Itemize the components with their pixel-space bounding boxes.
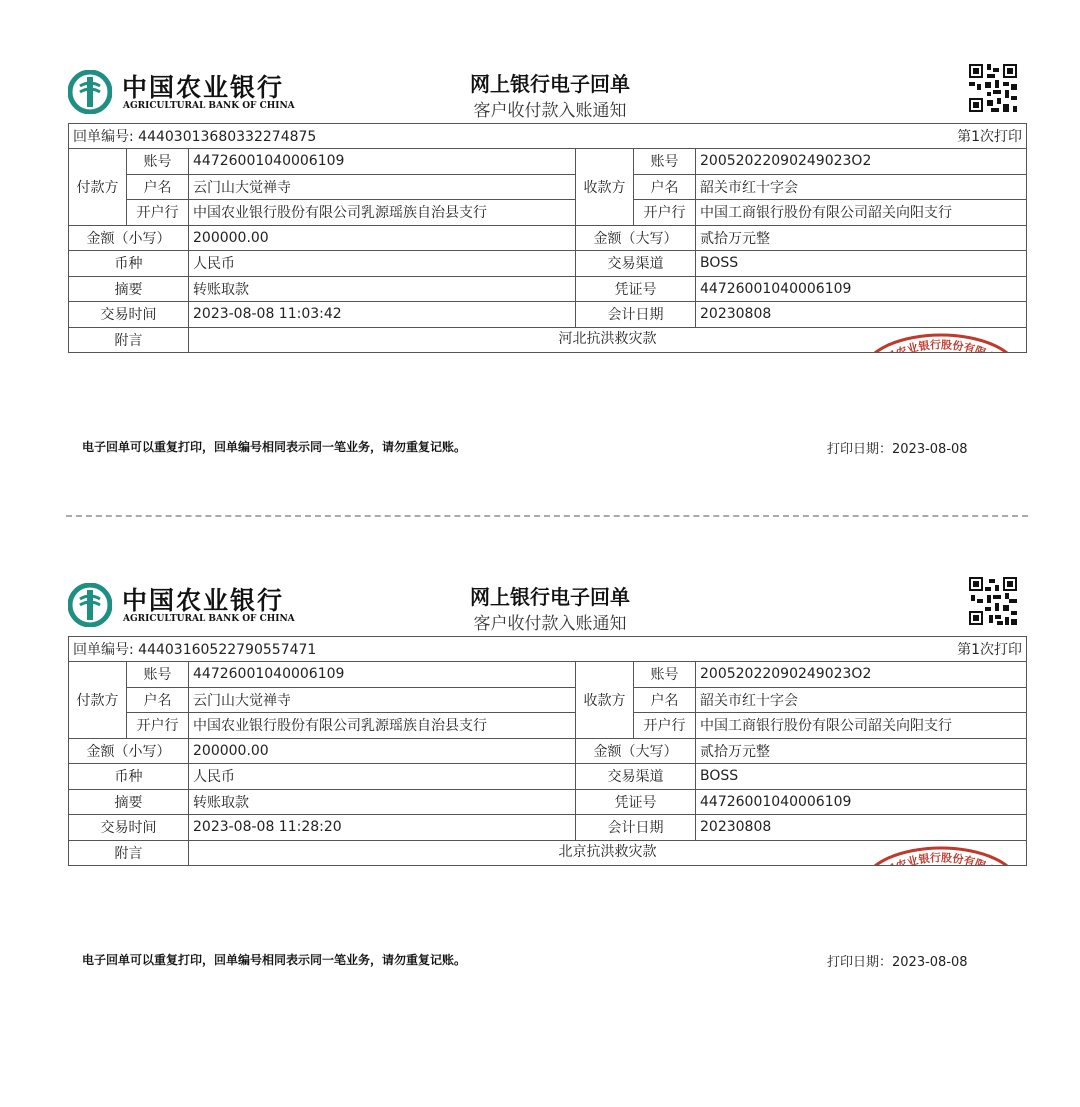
voucher-value: 44726001040006109 (696, 276, 1027, 302)
print-date (827, 951, 968, 970)
summary-value: 转账取款 (189, 789, 576, 815)
bank-name-en: AGRICULTURAL BANK OF CHINA (123, 614, 295, 624)
remark-cell (189, 327, 1027, 401)
voucher-label: 凭证号 (576, 276, 696, 302)
currency-label: 币种 (69, 251, 189, 277)
payee-bank-label: 开户行 (634, 200, 696, 226)
payee-name-value: 韶关市红十字会 (696, 174, 1027, 200)
channel-label: 交易渠道 (576, 764, 696, 790)
trade-time-value: 2023-08-08 11:28:20 (189, 815, 576, 841)
remark-value: 河北抗洪救灾款 (558, 330, 657, 347)
receipt-2 (0, 575, 1080, 1025)
document-title: 网上银行电子回单 (470, 72, 630, 96)
payee-name-label: 户名 (634, 687, 696, 713)
bank-name-cn: 中国农业银行 (122, 73, 285, 102)
payee-bank-value: 中国工商银行股份有限公司韶关向阳支行 (696, 200, 1027, 226)
payee-name-label: 户名 (634, 174, 696, 200)
channel-value: BOSS (696, 251, 1027, 277)
footer-note: 电子回单可以重复打印，回单编号相同表示同一笔业务，请勿重复记账。 (82, 953, 467, 967)
payer-account-value: 44726001040006109 (189, 662, 576, 688)
footer-note: 电子回单可以重复打印，回单编号相同表示同一笔业务，请勿重复记账。 (82, 440, 467, 454)
account-date-value: 20230808 (696, 302, 1027, 328)
print-date (827, 438, 968, 457)
qr-code-icon (967, 62, 1019, 114)
payer-label: 付款方 (69, 662, 127, 739)
voucher-label: 凭证号 (576, 789, 696, 815)
payer-name-label: 户名 (127, 687, 189, 713)
payer-bank-label: 开户行 (127, 713, 189, 739)
print-date-value: 2023-08-08 (892, 955, 968, 970)
amount-small-label: 金额（小写） (69, 225, 189, 251)
payee-account-value: 20052022090249023O2 (696, 662, 1027, 688)
payer-name-label: 户名 (127, 174, 189, 200)
abc-logo-icon (68, 583, 112, 627)
trade-time-label: 交易时间 (69, 302, 189, 328)
payer-account-value: 44726001040006109 (189, 149, 576, 175)
trade-time-label: 交易时间 (69, 815, 189, 841)
remark-cell (189, 840, 1027, 914)
stamp-org: 中国农业银行股份有限公司 (873, 337, 1009, 374)
qr-code-icon (967, 575, 1019, 627)
print-date-value: 2023-08-08 (892, 442, 968, 457)
trade-time-value: 2023-08-08 11:03:42 (189, 302, 576, 328)
document-subtitle: 客户收付款入账通知 (473, 101, 627, 121)
receipt-no-value: 44403013680332274875 (138, 129, 317, 145)
payer-account-label: 账号 (127, 149, 189, 175)
page-separator (66, 515, 1028, 517)
document-title: 网上银行电子回单 (470, 585, 630, 609)
receipt-no-value: 44403160522790557471 (138, 642, 317, 658)
bank-name-cn: 中国农业银行 (122, 586, 285, 615)
payer-name-value: 云门山大觉禅寺 (189, 687, 576, 713)
print-date-label: 打印日期： (827, 955, 893, 970)
amount-big-label: 金额（大写） (576, 738, 696, 764)
remark-label: 附言 (69, 840, 189, 866)
payee-name-value: 韶关市红十字会 (696, 687, 1027, 713)
payee-account-label: 账号 (634, 149, 696, 175)
payee-account-value: 20052022090249023O2 (696, 149, 1027, 175)
document-subtitle: 客户收付款入账通知 (473, 614, 627, 634)
print-date-label: 打印日期： (827, 442, 893, 457)
receipt-stamp-icon: 中国农业银行股份有限公司 44403160522790557471 回单专用章 (860, 844, 1022, 866)
stamp-org: 中国农业银行股份有限公司 (873, 850, 1009, 887)
print-count: 第1次打印 (957, 642, 1022, 658)
abc-logo-icon (68, 70, 112, 114)
currency-value: 人民币 (189, 764, 576, 790)
amount-big-label: 金额（大写） (576, 225, 696, 251)
payer-name-value: 云门山大觉禅寺 (189, 174, 576, 200)
receipt-table (68, 123, 1027, 401)
amount-small-label: 金额（小写） (69, 738, 189, 764)
payer-bank-value: 中国农业银行股份有限公司乳源瑶族自治县支行 (189, 200, 576, 226)
payer-account-label: 账号 (127, 662, 189, 688)
summary-label: 摘要 (69, 276, 189, 302)
currency-value: 人民币 (189, 251, 576, 277)
amount-big-value: 贰拾万元整 (696, 738, 1027, 764)
payer-bank-label: 开户行 (127, 200, 189, 226)
receipt-table (68, 636, 1027, 914)
channel-label: 交易渠道 (576, 251, 696, 277)
account-date-label: 会计日期 (576, 815, 696, 841)
currency-label: 币种 (69, 764, 189, 790)
print-count: 第1次打印 (957, 129, 1022, 145)
summary-label: 摘要 (69, 789, 189, 815)
remark-value: 北京抗洪救灾款 (558, 843, 657, 860)
receipt-number-row (69, 637, 1027, 662)
receipt-no-label: 回单编号: (73, 642, 134, 658)
amount-small-value: 200000.00 (189, 738, 576, 764)
summary-value: 转账取款 (189, 276, 576, 302)
payee-bank-label: 开户行 (634, 713, 696, 739)
amount-big-value: 贰拾万元整 (696, 225, 1027, 251)
amount-small-value: 200000.00 (189, 225, 576, 251)
receipt-no-label: 回单编号: (73, 129, 134, 145)
voucher-value: 44726001040006109 (696, 789, 1027, 815)
payee-label: 收款方 (576, 662, 634, 739)
remark-label: 附言 (69, 327, 189, 353)
account-date-label: 会计日期 (576, 302, 696, 328)
payee-label: 收款方 (576, 149, 634, 226)
payee-account-label: 账号 (634, 662, 696, 688)
bank-name-en: AGRICULTURAL BANK OF CHINA (123, 101, 295, 111)
payer-label: 付款方 (69, 149, 127, 226)
receipt-1 (0, 62, 1080, 512)
account-date-value: 20230808 (696, 815, 1027, 841)
receipt-stamp-icon: 中国农业银行股份有限公司 44403013680332274875 回单专用章 (860, 331, 1022, 353)
channel-value: BOSS (696, 764, 1027, 790)
payer-bank-value: 中国农业银行股份有限公司乳源瑶族自治县支行 (189, 713, 576, 739)
receipt-number-row (69, 124, 1027, 149)
payee-bank-value: 中国工商银行股份有限公司韶关向阳支行 (696, 713, 1027, 739)
